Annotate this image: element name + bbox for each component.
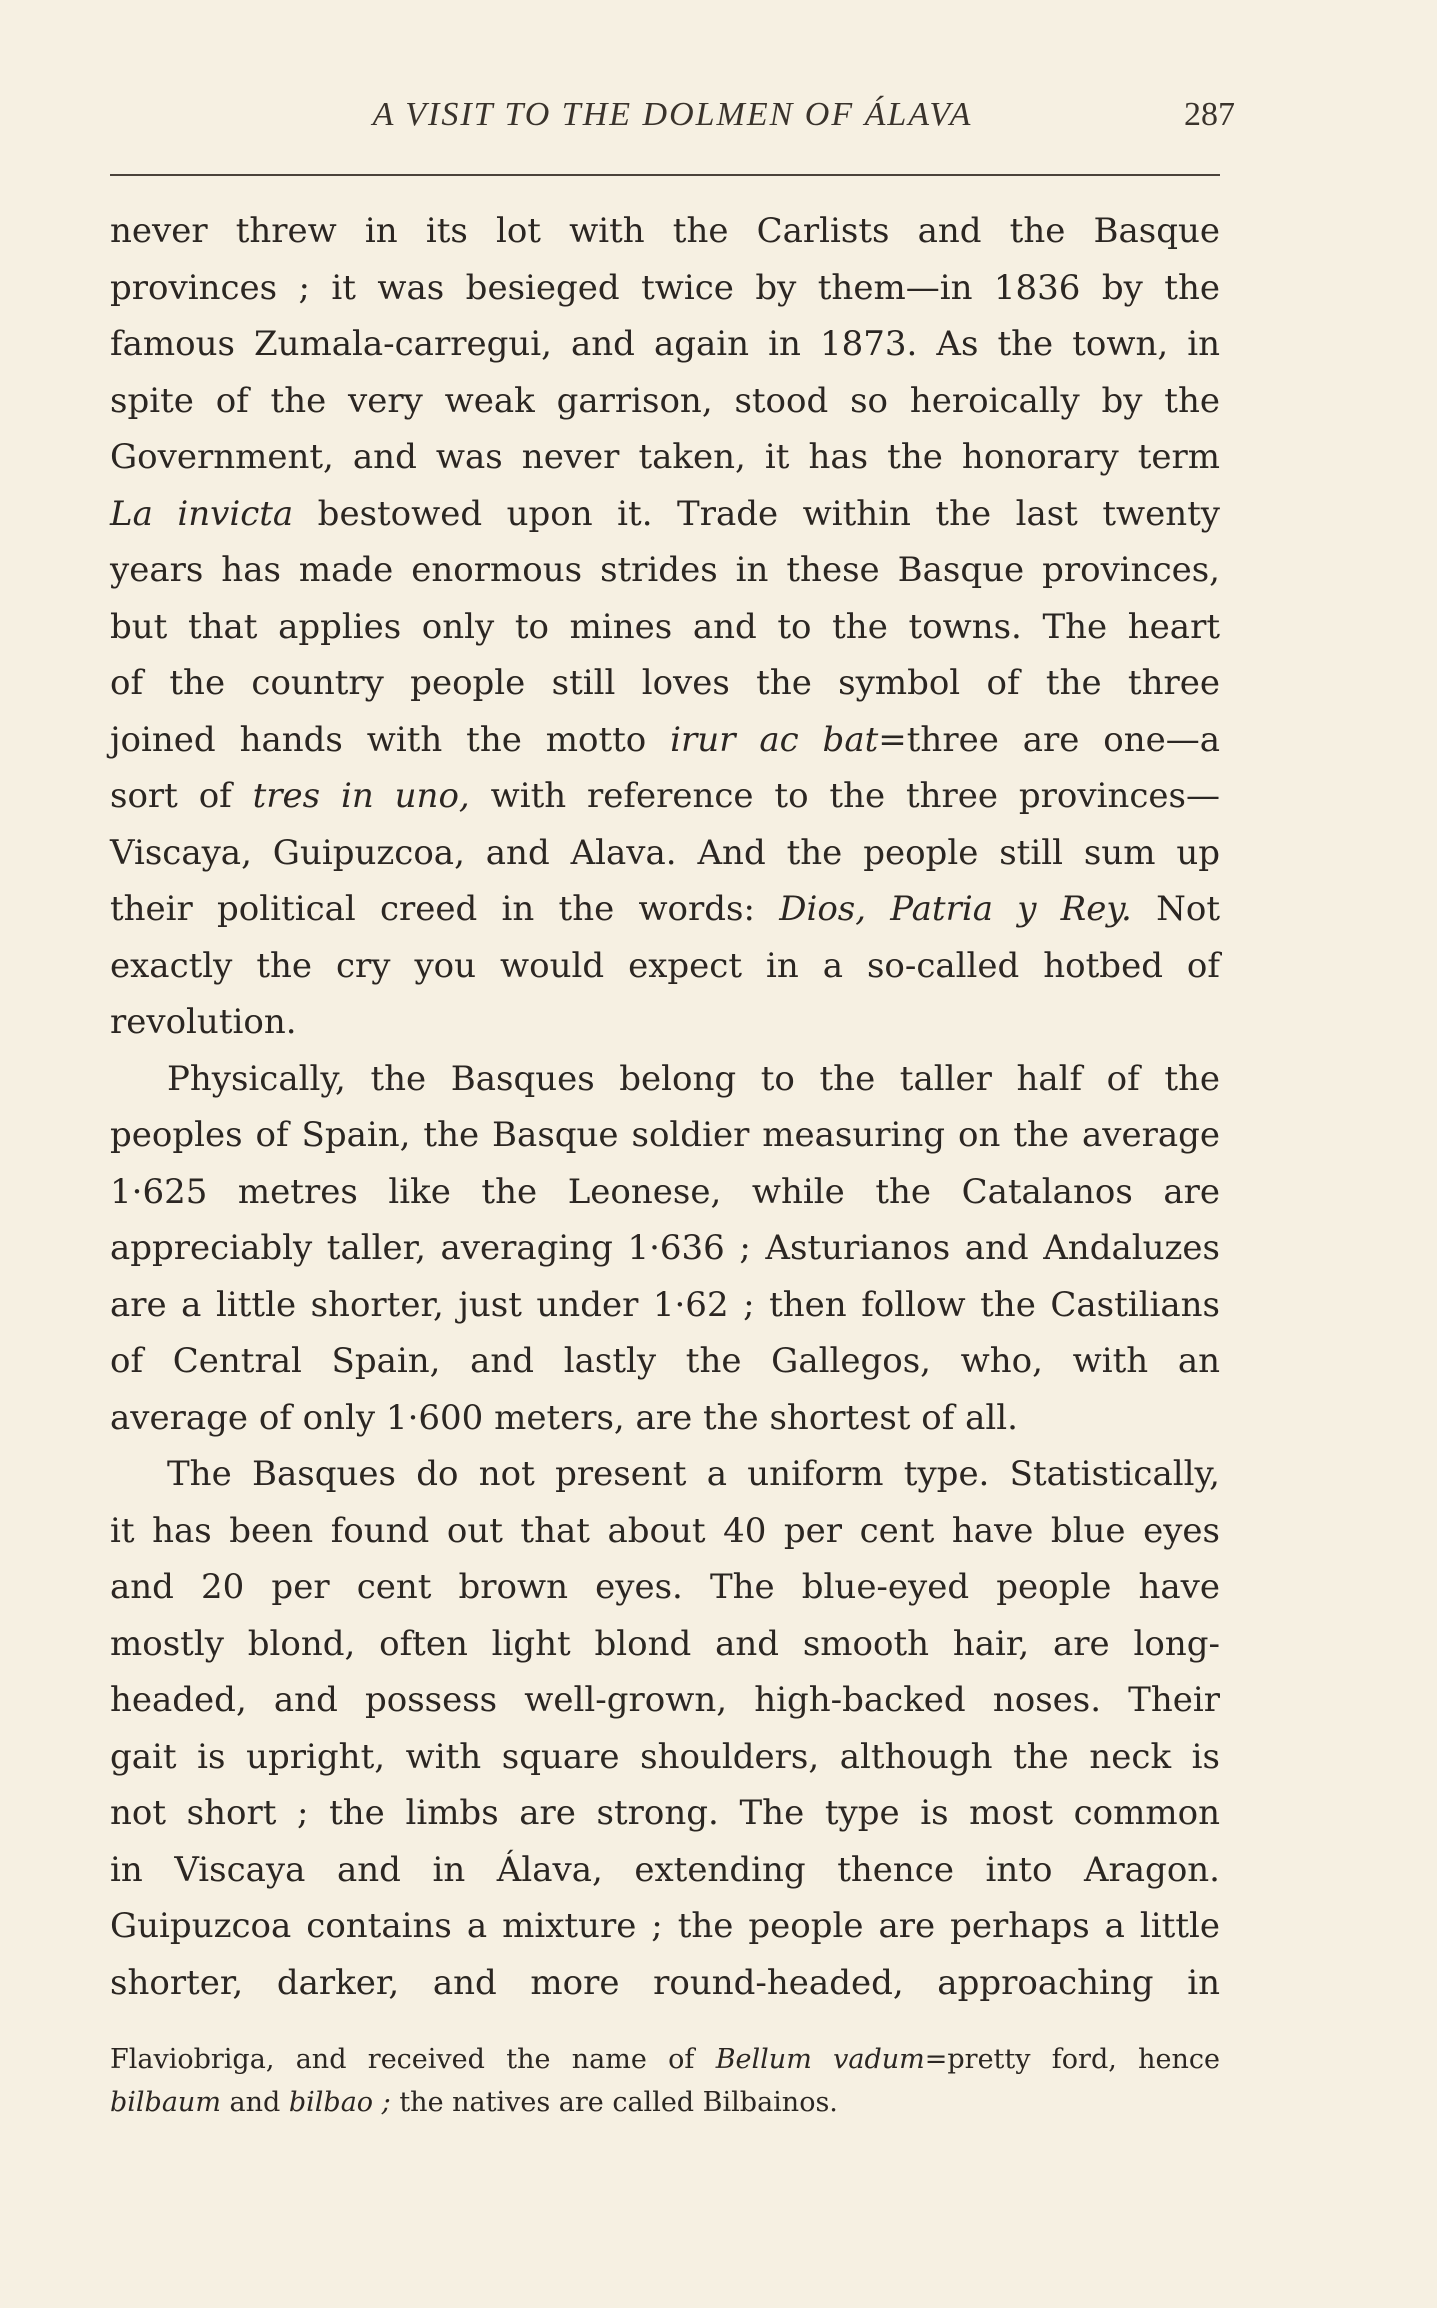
text-line: mostly blond, often light blond and smooth hair, are long- (110, 1623, 1220, 1664)
text-line: Guipuzcoa contains a mixture ; the people are perhaps a little (110, 1906, 1220, 1946)
paragraph-3 (110, 1446, 1220, 2011)
text-line: in Viscaya and in Álava, extending thence into Aragon. (110, 1849, 1220, 1890)
text-line: La invicta bestowed upon it. Trade within the last twenty (110, 493, 1220, 534)
running-title: A VISIT TO THE DOLMEN OF ÁLAVA (372, 96, 973, 133)
text-line: their political creed in the words: Dios, Patria y Rey. Not (110, 889, 1220, 929)
text-line: are a little shorter, just under 1·62 ; then follow the Castilians (110, 1284, 1220, 1325)
text-line: appreciably taller, averaging 1·636 ; Asturianos and Andaluzes (110, 1228, 1220, 1268)
text-line: famous Zumala-carregui, and again in 1873. As the town, in (110, 324, 1220, 364)
paragraph-1 (110, 203, 1220, 1051)
text-line: provinces ; it was besieged twice by them—in 1836 by the (110, 267, 1220, 308)
text-line: exactly the cry you would expect in a so-called hotbed of (110, 945, 1220, 986)
text-line: joined hands with the motto irur ac bat=three are one—a (110, 719, 1221, 760)
text-line: but that applies only to mines and to the towns. The heart (110, 606, 1220, 647)
text-line: Physically, the Basques belong to the taller half of the (167, 1058, 1220, 1099)
text-line: gait is upright, with square shoulders, although the neck is (110, 1736, 1220, 1777)
body-text (110, 203, 1220, 2011)
text-line: revolution. (110, 1002, 297, 1042)
header-rule (110, 174, 1220, 176)
text-line: Viscaya, Guipuzcoa, and Alava. And the people still sum up (110, 832, 1220, 873)
page-number: 287 (1184, 96, 1235, 133)
text-line: The Basques do not present a uniform type. Statistically, (167, 1454, 1220, 1494)
text-line: peoples of Spain, the Basque soldier measuring on the average (110, 1115, 1220, 1155)
text-line: sort of tres in uno, with reference to the three provinces— (110, 776, 1220, 816)
text-line: of the country people still loves the symbol of the three (110, 663, 1220, 703)
text-line: never threw in its lot with the Carlists and the Basque (110, 211, 1220, 251)
footnote-line: bilbaum and bilbao ; the natives are called Bilbainos. (110, 2087, 838, 2118)
text-line: years has made enormous strides in these Basque provinces, (110, 550, 1220, 590)
text-line: headed, and possess well-grown, high-backed noses. Their (110, 1680, 1220, 1720)
text-line: Government, and was never taken, it has the honorary term (110, 437, 1220, 477)
text-line: not short ; the limbs are strong. The type is most common (110, 1793, 1220, 1833)
paragraph-2 (110, 1051, 1220, 1447)
text-line: shorter, darker, and more round-headed, approaching in (110, 1962, 1220, 2003)
footnote (110, 2038, 1220, 2124)
text-line: of Central Spain, and lastly the Gallegos, who, with an (110, 1341, 1220, 1381)
text-line: 1·625 metres like the Leonese, while the Catalanos are (110, 1171, 1220, 1212)
footnote-line: Flaviobriga, and received the name of Bellum vadum=pretty ford, hence (110, 2044, 1220, 2075)
text-line: and 20 per cent brown eyes. The blue-eyed people have (110, 1567, 1220, 1607)
text-line: spite of the very weak garrison, stood so heroically by the (110, 380, 1220, 421)
text-line: average of only 1·600 meters, are the shortest of all. (110, 1397, 1018, 1438)
text-line: it has been found out that about 40 per cent have blue eyes (110, 1510, 1220, 1551)
page-header (110, 96, 1235, 146)
